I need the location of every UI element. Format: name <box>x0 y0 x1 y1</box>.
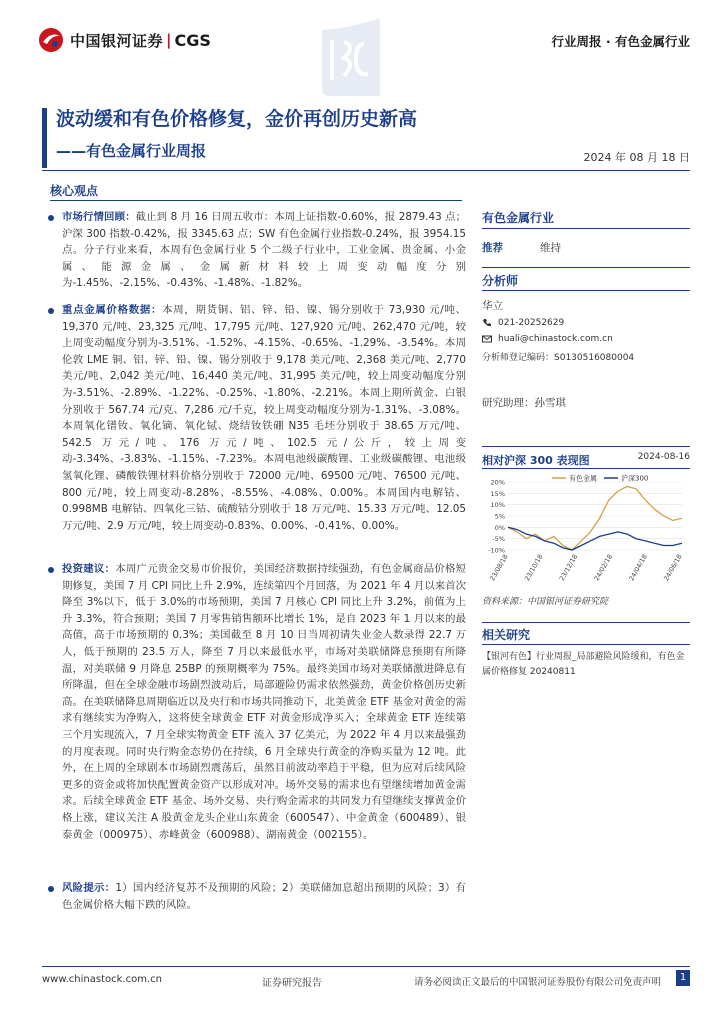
report-subtitle: ——有色金属行业周报 <box>56 142 207 160</box>
chart-x-ticks <box>488 553 684 582</box>
rating-label: 推荐 <box>482 242 503 254</box>
chart-x-tick-label: 23/12/18 <box>557 553 580 583</box>
investment-advice <box>62 561 466 843</box>
analyst-phone-row <box>482 318 690 328</box>
footer-report-label: 证券研究报告 <box>262 978 322 989</box>
related-link[interactable]: 【银河有色】行业周报_局部避险风险缓和，有色金属价格修复 20240811 <box>482 652 685 677</box>
brand-logo <box>38 26 211 54</box>
chart-y-ticks <box>488 479 505 555</box>
page-number: 1 <box>676 970 690 986</box>
core-heading: 核心观点 <box>50 184 99 198</box>
chart-y-tick-label: 20% <box>490 478 505 487</box>
report-date: 2024 年 08 月 18 日 <box>583 151 690 164</box>
analyst-email-row <box>482 334 690 344</box>
chart-divider-top <box>482 446 690 447</box>
metal-prices-text: 本周，期货铜、铝、锌、铅、镍、锡分别收于 73,930 元/吨、19,370 元/吨、23,325 元/吨、17,795 元/吨、127,920 元/吨、262,470 元/吨，较上周变动幅度分别为-3.51%、-1.52%、-4.15%、-0.65%、-1.29%、-3.54%。本周伦敦 LME 铜、铝、锌、铅、镍、锡分别收于 9,178 美元/吨、2,368 美元/吨、2,770 美元/吨、2,042 美元/吨、16,440 美元/吨、31,995 美元/吨，较上周变动幅度分别为-3.51%、-2.89%、-1.22%、-0.25%、-1.80%、-2.21%。本周上期所黄金、白银分别收于 567.74 元/克、7,286 元/千克，较上周变动幅度分别为-1.31%、-3.08%。本周氧化镨钕、氧化镝、氧化铽、烧结钕铁硼 N35 毛坯分别收于 38.65 万元/吨、542.5 万元/吨、176 万元/吨、102.5 元/公斤，较上周变动-3.34%、-3.83%、-1.15%、-7.23%。本周电池级碳酸锂、工业级碳酸锂、电池级氢氧化锂、磷酸铁锂材料价格分别收于 72000 元/吨、69500 元/吨、76500 元/吨、800 元/吨，较上周变动-8.28%、-8.55%、-4.08%、0.00%。本周国内电解钴、0.998MB 电解钴、四氧化三钴、硫酸钴分别收于 18 万元/吨、15.33 万元/吨、12.05 万元/吨、2.9 万元/吨，较上周变动-0.83%、0.00%、-0.41%、0.00%。 <box>62 304 466 532</box>
footer-disclaimer: 请务必阅读正文最后的中国银河证券股份有限公司免责声明 <box>414 977 662 988</box>
industry-heading: 有色金属行业 <box>482 211 555 225</box>
chart-x-tick-label: 23/10/18 <box>523 553 545 583</box>
chart-header <box>482 452 690 468</box>
investment-advice-text: 本周广元贵金交易市价报价，美国经济数据持续强劲，有色金属商品价格短期修复，美国 7 月 CPI 同比上升 2.9%，连续第四个月回落，为 2021 年 4 月以来首次降至 3%以下，低于 3.0%的市场预期，美国 7 月核心 CPI 同比上升 3.2%，前值为上升 3.3%，符合预期；美国 7 月零售销售额环比增长 1%，是自 2023 年 1 月以来的最高值，高于市场预期的 0.3%；美国截至 8 月 10 日当周初请失业金人数录得 22.7 万人，低于预期的 23.5 万人，降至 7 月以来最低水平，市场对美联储降息预期有所降温，对美联储 9 月降息 25BP 的预期概率为 75%。最终美国市场对美联储激进降息有所降温，但在全球金融市场剧烈波动后，局部避险仍需求依然强劲，黄金价格创历史新高。在美联储降息周期临近以及央行和市场共同推动下，北美黄金 ETF 基金对黄金的需求有继续实为净购入，这将使全球黄金 ETF 对黄金形成净买入；全球黄金 ETF 连续第三个月实现流入，7 月全球实物黄金 ETF 流入 37 亿美元，为 2022 年 4 月以来最强劲的月度表现。同时央行购金态势仍在持续，6 月全球央行黄金的净购买量为 12 吨。此外，在上周的全球剧本市场剧烈震荡后，虽然目前波动率趋于平稳，但为应对后续风险更多的资金或将加快配置黄金资产以形成对冲。场外交易的需求也有望继续增加黄金需求。后续全球黄金 ETF 基金、场外交易、央行购金需求的共同发力有望继续支撑黄金价格上涨，建议关注 A 股黄金龙头企业山东黄金（600547）、中金黄金（600489）、银泰黄金（000975）、赤峰黄金（600988）、湖南黄金（002155）。 <box>62 563 467 841</box>
investment-advice-lead: 投资建议： <box>62 563 116 575</box>
risk-warning <box>62 880 466 913</box>
brand-name-cn: 中国银河证券 <box>70 31 164 50</box>
risk-warning-text: 1）国内经济复苏不及预期的风险；2）美联储加息超出预期的风险；3）有色金属价格大幅下跌的风险。 <box>62 882 466 911</box>
market-review-lead: 市场行情回顾： <box>62 211 136 223</box>
chart-x-tick-label: 24/06/18 <box>662 553 684 583</box>
analyst-email[interactable]: huali@chinastock.com.cn <box>498 334 613 344</box>
chart-y-tick-label: 0% <box>494 523 505 532</box>
report-title: 波动缓和有色价格修复，金价再创历史新高 <box>56 108 418 130</box>
research-assistant: 研究助理：孙雪琪 <box>482 397 566 409</box>
footer-website[interactable]: www.chinastock.com.cn <box>42 974 162 985</box>
footer-divider <box>42 966 690 967</box>
metal-prices-lead: 重点金属价格数据： <box>62 304 163 316</box>
analyst-divider <box>482 290 690 291</box>
chart-divider <box>482 468 690 469</box>
chart-x-tick-label: 23/08/18 <box>488 553 510 583</box>
title-accent-bar <box>42 108 47 168</box>
email-icon <box>482 334 492 344</box>
analyst-heading: 分析师 <box>482 274 519 288</box>
risk-warning-lead: 风险提示： <box>62 882 116 894</box>
rating-value: 维持 <box>540 242 561 254</box>
analyst-phone: 021-20252629 <box>498 318 565 328</box>
related-divider <box>482 644 690 645</box>
brand-separator: | <box>166 31 172 49</box>
chart-heading: 相对沪深 300 表现图 <box>482 454 590 467</box>
chart-legend-label-0: 有色金属 <box>569 474 597 483</box>
relative-performance-chart <box>482 472 690 590</box>
rating-row <box>482 240 690 255</box>
chart-date: 2024-08-16 <box>637 452 690 462</box>
report-type: 行业周报 · 有色金属行业 <box>551 34 690 49</box>
analyst-license: 分析师登记编码：S0130516080004 <box>482 353 635 363</box>
bullet-dot <box>48 886 54 892</box>
chart-y-tick-label: 10% <box>490 501 505 510</box>
analyst-name: 华立 <box>482 300 503 312</box>
chart-series-line-0 <box>508 487 682 551</box>
chart-x-tick-label: 24/02/18 <box>592 553 615 583</box>
market-review <box>62 209 466 292</box>
header-divider <box>42 170 690 171</box>
chart-x-tick-label: 24/04/18 <box>627 553 649 583</box>
chart-grid <box>508 482 682 550</box>
chart-y-tick-label: -10% <box>488 546 505 555</box>
phone-icon <box>482 318 492 328</box>
chart-y-tick-label: -5% <box>492 535 505 544</box>
chart-legend-label-1: 沪深300 <box>621 474 649 483</box>
chart-legend <box>552 474 648 483</box>
chart-y-tick-label: 5% <box>494 512 505 521</box>
metal-prices <box>62 302 466 534</box>
bullet-dot <box>48 215 54 221</box>
industry-divider <box>482 228 690 229</box>
chart-source: 资料来源：中国银河证券研究院 <box>482 597 609 607</box>
analyst-divider-top <box>482 267 690 268</box>
brand-name-en: CGS <box>174 30 211 50</box>
cgs-watermark-icon <box>316 10 386 100</box>
core-heading-divider <box>50 200 462 201</box>
bullet-dot <box>48 308 54 314</box>
related-divider-top <box>482 622 690 623</box>
related-heading: 相关研究 <box>482 628 531 642</box>
galaxy-logo-icon <box>38 27 64 53</box>
market-review-text: 截止到 8 月 16 日周五收市：本周上证指数-0.60%，报 2879.43 点；沪深 300 指数-0.42%，报 3345.63 点；SW 有色金属行业指数-0.24%，报 3954.15 点。分子行业来看，本周有色金属行业 5 个二级子行业中，工业金属、贵金属、小金属、能源金属、金属新材料较上周变动幅度分别为-1.45%、-2.15%、-0.43%、-1.48%、-1.82%。 <box>62 211 467 290</box>
chart-series <box>508 487 682 551</box>
bullet-dot <box>48 567 54 573</box>
chart-y-tick-label: 15% <box>490 489 505 498</box>
